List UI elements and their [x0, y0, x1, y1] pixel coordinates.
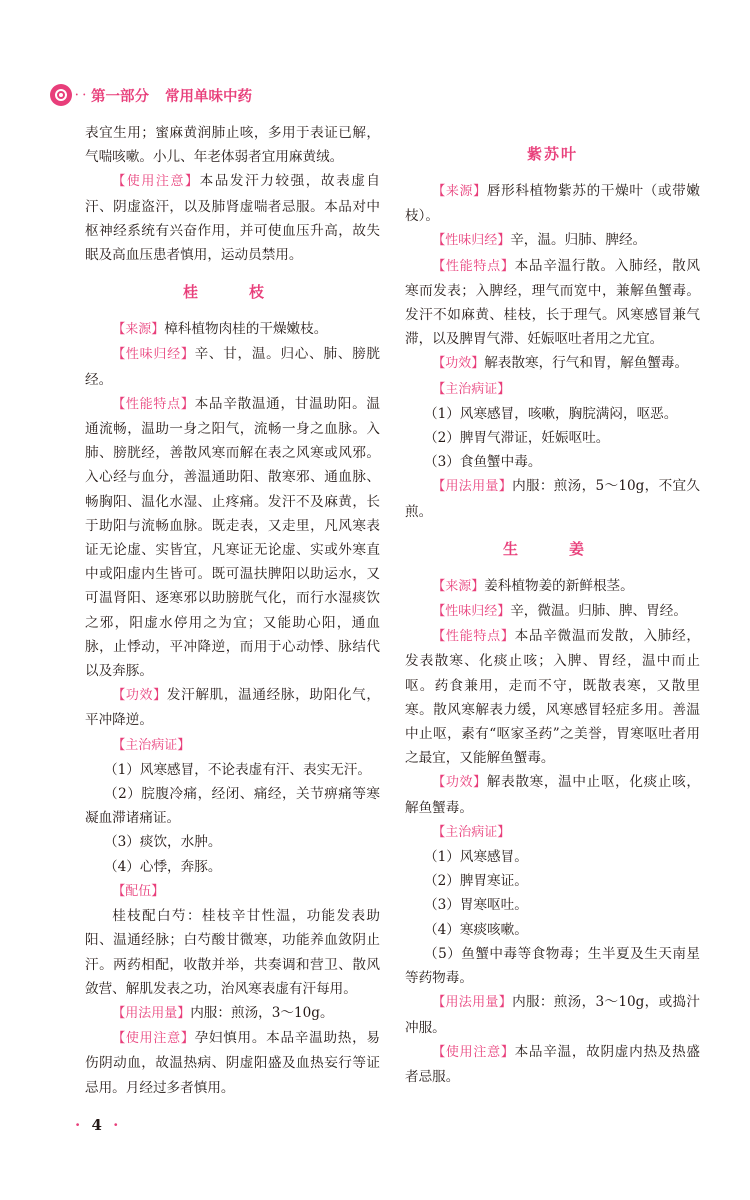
indication-item: （2）脘腹冷痛，经闭、痛经，关节痹痛等寒凝血滞诸痛证。 — [85, 786, 380, 827]
effect-text: 解表散寒，温中止呕，化痰止咳，解鱼蟹毒。 — [405, 774, 700, 816]
zisuye-effect — [405, 351, 700, 376]
guizhi-features — [85, 392, 380, 683]
effect-text: 发汗解肌，温通经脉，助阳化气，平冲降逆。 — [85, 687, 380, 729]
flower-logo-icon — [50, 84, 72, 106]
indications-label: 【主治病证】 — [432, 381, 511, 397]
guizhi-source — [85, 317, 380, 342]
indication-item: （4）寒痰咳嗽。 — [424, 921, 528, 938]
nature-label: 【性味归经】 — [432, 233, 511, 249]
indication-item: （3）痰饮，水肿。 — [104, 834, 222, 851]
indications-label: 【主治病证】 — [432, 824, 511, 840]
zisuye-source — [405, 179, 700, 228]
mahuang-caution — [85, 169, 380, 267]
shengjiang-source — [405, 574, 700, 599]
zisuye-indications-heading — [405, 377, 700, 402]
zisuye-features — [405, 254, 700, 352]
header-part: 第一部分 — [91, 88, 149, 105]
zisuye-dosage — [405, 474, 700, 523]
features-label: 【性能特点】 — [112, 396, 195, 412]
shengjiang-caution — [405, 1040, 700, 1089]
source-label: 【来源】 — [432, 184, 487, 199]
effect-label: 【功效】 — [432, 356, 485, 372]
features-label: 【性能特点】 — [432, 629, 515, 645]
zisuye-nature — [405, 228, 700, 253]
indication-item: （3）食鱼蟹中毒。 — [424, 454, 542, 471]
source-text: 樟科植物肉桂的干燥嫩枝。 — [164, 321, 328, 338]
features-text: 本品辛散温通，甘温助阳。温通流畅，温助一身之阳气，流畅一身之血脉。入肺、膀胱经，善散风寒而解在表之风寒或风邪。入心经与血分，善温通助阳、散寒邪、通血脉、畅胸阳、温化水湿、止疼痛。发汗不及麻黄，长于助阳与流畅血脉。既走表，又走里，凡风寒表证无论虚、实皆宜，凡寒证无论虚、实或外寒直中或阳虚内生皆可。既可温扶脾阳以助运水，又可温肾阳、逐寒邪以助膀胱气化，而行水湿痰饮之邪，阳虚水停用之为宜；又能助心阳，通血脉，止悸动，平冲降逆，而用于心动悸、脉结代以及奔豚。 — [85, 395, 380, 680]
indication-item: （1）风寒感冒，咳嗽，胸脘满闷，呕恶。 — [424, 405, 678, 422]
features-text: 本品辛微温而发散，入肺经，发表散寒、化痰止咳；入脾、胃经，温中而止呕。药食兼用，走而不守，既散表寒，又散里寒。散风寒解表力缓，风寒感冒轻症多用。善温中止呕，素有“呕家圣药”之美誉，胃寒呕吐者用之最宜，又能解鱼蟹毒。 — [405, 628, 700, 767]
effect-label: 【功效】 — [432, 775, 487, 791]
footer-dot-left: · — [75, 1116, 81, 1134]
dosage-text: 内服：煎汤，3～10g，或捣汁冲服。 — [405, 994, 700, 1036]
guizhi-indications-heading — [85, 733, 380, 758]
indication-item: （3）胃寒呕吐。 — [424, 897, 528, 914]
shengjiang-dosage — [405, 990, 700, 1039]
indication-item: （1）风寒感冒，不论表虚有汗、表实无汗。 — [104, 761, 371, 778]
running-header — [50, 84, 252, 106]
dosage-text: 内服：煎汤，5～10g，不宜久煎。 — [405, 478, 700, 520]
pairing-label: 【配伍】 — [112, 883, 165, 899]
caution-text: 本品辛温，故阴虚内热及热盛者忌服。 — [405, 1043, 700, 1085]
source-label: 【来源】 — [432, 578, 485, 594]
effect-label: 【功效】 — [112, 688, 167, 704]
guizhi-nature — [85, 342, 380, 391]
indication-item: （1）风寒感冒。 — [424, 849, 528, 866]
shengjiang-indications-heading — [405, 820, 700, 845]
caution-label: 【使用注意】 — [432, 1044, 515, 1060]
nature-text: 辛，微温。归肺、脾、胃经。 — [510, 603, 687, 620]
caution-label: 【使用注意】 — [112, 1031, 195, 1047]
guizhi-caution — [85, 1026, 380, 1100]
caution-text: 孕妇慎用。本品辛温助热，易伤阴动血，故温热病、阴虚阳盛及血热妄行等证忌用。月经过多者慎用。 — [85, 1030, 380, 1096]
nature-label: 【性味归经】 — [432, 604, 511, 620]
guizhi-effect — [85, 683, 380, 732]
dosage-text: 内服：煎汤，3～10g。 — [190, 1004, 334, 1021]
page-footer — [75, 1116, 118, 1134]
source-text: 姜科植物姜的新鲜根茎。 — [484, 577, 634, 594]
nature-text: 辛，温。归肺、脾经。 — [510, 232, 647, 249]
dosage-label: 【用法用量】 — [112, 1005, 191, 1021]
shengjiang-effect — [405, 770, 700, 819]
footer-dot-right: · — [113, 1116, 119, 1134]
nature-text: 辛、甘，温。归心、肺、膀胱经。 — [85, 346, 380, 388]
source-label: 【来源】 — [112, 322, 165, 338]
guizhi-pairing-heading — [85, 879, 380, 904]
indication-item: （2）脾胃寒证。 — [424, 873, 528, 890]
header-section: 常用单味中药 — [165, 88, 252, 105]
guizhi-pairing-text: 桂枝配白芍：桂枝辛甘性温，功能发表助阳、温通经脉；白芍酸甘微寒，功能养血敛阴止汗。两药相配，收散并举，共奏调和营卫、散风敛营、解肌发表之功，治风寒表虚有汗每用。 — [85, 908, 380, 997]
features-text: 本品辛温行散。入肺经，散风寒而发表；入脾经，理气而宽中，兼解鱼蟹毒。发汗不如麻黄、桂枝，长于理气。风寒感冒兼气滞，以及脾胃气滞、妊娠呕吐者用之尤宜。 — [405, 257, 700, 348]
left-column — [85, 121, 380, 1100]
dosage-label: 【用法用量】 — [432, 479, 513, 495]
caution-text: 本品发汗力较强，故表虚自汗、阴虚盗汗，以及肺肾虚喘者忌服。本品对中枢神经系统有兴奋作用，并可使血压升高，故失眠及高血压患者慎用，运动员禁用。 — [85, 173, 380, 264]
right-column — [405, 121, 700, 1089]
indication-item: （5）鱼蟹中毒等食物毒；生半夏及生天南星等药物毒。 — [405, 945, 700, 987]
source-text: 唇形科植物紫苏的干燥叶（或带嫩枝）。 — [405, 183, 700, 225]
indication-item: （4）心悸，奔豚。 — [104, 858, 222, 875]
indications-label: 【主治病证】 — [112, 737, 191, 753]
indication-item: （2）脾胃气滞证，妊娠呕吐。 — [424, 430, 610, 447]
nature-label: 【性味归经】 — [112, 347, 195, 363]
dosage-label: 【用法用量】 — [432, 995, 513, 1011]
entry-title-shengjiang: 生 姜 — [502, 539, 602, 558]
continued-paragraph: 表宜生用；蜜麻黄润肺止咳，多用于表证已解，气喘咳嗽。小儿、年老体弱者宜用麻黄绒。 — [85, 125, 380, 166]
shengjiang-features — [405, 624, 700, 770]
dots-icon: • • — [75, 91, 87, 99]
effect-text: 解表散寒，行气和胃，解鱼蟹毒。 — [484, 355, 689, 372]
shengjiang-nature — [405, 599, 700, 624]
features-label: 【性能特点】 — [432, 258, 515, 274]
entry-title-guizhi: 桂 枝 — [182, 283, 282, 302]
guizhi-dosage — [85, 1001, 380, 1026]
caution-label: 【使用注意】 — [112, 174, 200, 190]
entry-title-zisuye: 紫苏叶 — [526, 145, 578, 163]
page-number: 4 — [91, 1116, 102, 1134]
